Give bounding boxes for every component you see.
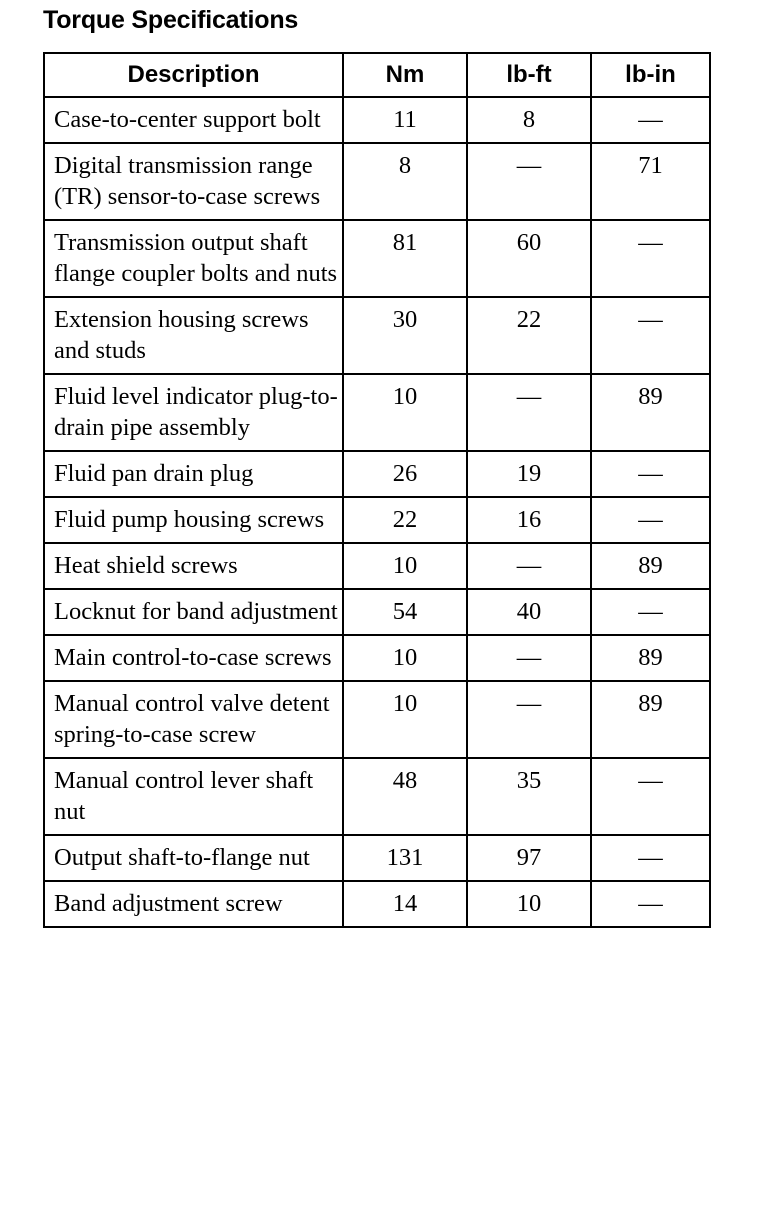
cell-lb-in: — [591, 497, 710, 543]
header-description: Description [44, 53, 343, 97]
cell-lb-ft: — [467, 143, 591, 220]
cell-lb-in: — [591, 220, 710, 297]
table-row [44, 97, 710, 143]
cell-lb-in: — [591, 451, 710, 497]
cell-description: Manual control valve detent spring-to-case screw [44, 681, 343, 758]
cell-lb-ft: 35 [467, 758, 591, 835]
header-row [44, 53, 710, 97]
cell-lb-ft: 22 [467, 297, 591, 374]
header-lb-in: lb-in [591, 53, 710, 97]
cell-nm: 10 [343, 681, 467, 758]
cell-lb-ft: 19 [467, 451, 591, 497]
cell-description: Transmission output shaft flange coupler bolts and nuts [44, 220, 343, 297]
cell-nm: 30 [343, 297, 467, 374]
cell-description: Fluid pump housing screws [44, 497, 343, 543]
cell-nm: 131 [343, 835, 467, 881]
table-row [44, 220, 710, 297]
header-lb-ft: lb-ft [467, 53, 591, 97]
page-title: Torque Specifications [43, 6, 299, 34]
cell-description: Extension housing screws and studs [44, 297, 343, 374]
cell-nm: 48 [343, 758, 467, 835]
cell-nm: 10 [343, 543, 467, 589]
table-row [44, 758, 710, 835]
cell-nm: 10 [343, 374, 467, 451]
cell-lb-ft: 8 [467, 97, 591, 143]
cell-lb-in: — [591, 297, 710, 374]
cell-description: Locknut for band adjustment [44, 589, 343, 635]
cell-description: Output shaft-to-flange nut [44, 835, 343, 881]
cell-nm: 54 [343, 589, 467, 635]
cell-lb-ft: — [467, 543, 591, 589]
cell-lb-ft: — [467, 681, 591, 758]
table-row [44, 881, 710, 927]
cell-lb-ft: — [467, 635, 591, 681]
table-row [44, 635, 710, 681]
cell-description: Fluid pan drain plug [44, 451, 343, 497]
table-row [44, 835, 710, 881]
cell-lb-in: — [591, 881, 710, 927]
torque-spec-table [43, 52, 711, 928]
cell-lb-in: — [591, 758, 710, 835]
cell-lb-in: 71 [591, 143, 710, 220]
cell-description: Heat shield screws [44, 543, 343, 589]
cell-nm: 22 [343, 497, 467, 543]
cell-lb-in: 89 [591, 374, 710, 451]
table-row [44, 543, 710, 589]
table-row [44, 451, 710, 497]
cell-description: Main control-to-case screws [44, 635, 343, 681]
cell-nm: 14 [343, 881, 467, 927]
cell-lb-in: — [591, 835, 710, 881]
cell-nm: 10 [343, 635, 467, 681]
cell-description: Fluid level indicator plug-to-drain pipe assembly [44, 374, 343, 451]
table-row [44, 589, 710, 635]
table-row [44, 497, 710, 543]
cell-lb-in: — [591, 97, 710, 143]
cell-lb-in: 89 [591, 681, 710, 758]
cell-description: Case-to-center support bolt [44, 97, 343, 143]
cell-lb-ft: 60 [467, 220, 591, 297]
table-row [44, 297, 710, 374]
cell-lb-ft: 40 [467, 589, 591, 635]
cell-description: Manual control lever shaft nut [44, 758, 343, 835]
cell-description: Digital transmission range (TR) sensor-to-case screws [44, 143, 343, 220]
cell-nm: 11 [343, 97, 467, 143]
cell-lb-in: 89 [591, 635, 710, 681]
cell-lb-in: — [591, 589, 710, 635]
cell-nm: 81 [343, 220, 467, 297]
cell-description: Band adjustment screw [44, 881, 343, 927]
cell-lb-ft: — [467, 374, 591, 451]
header-nm: Nm [343, 53, 467, 97]
cell-nm: 26 [343, 451, 467, 497]
cell-nm: 8 [343, 143, 467, 220]
cell-lb-ft: 16 [467, 497, 591, 543]
table-row [44, 681, 710, 758]
cell-lb-in: 89 [591, 543, 710, 589]
table-row [44, 374, 710, 451]
table-row [44, 143, 710, 220]
cell-lb-ft: 10 [467, 881, 591, 927]
cell-lb-ft: 97 [467, 835, 591, 881]
